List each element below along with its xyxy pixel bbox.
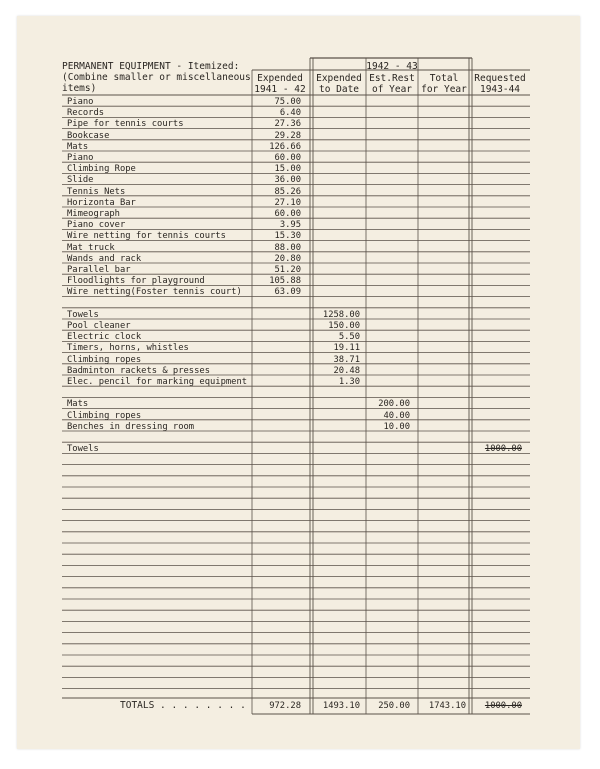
row-item-label: Wands and rack (67, 253, 142, 264)
total-est-rest: 250.00 (378, 701, 410, 711)
row-item-label: Elec. pencil for marking equipment (67, 377, 248, 387)
row-item-label: Tennis Nets (67, 186, 126, 197)
row-c2-value: 1.30 (338, 377, 360, 387)
row-item-label: Towels (67, 444, 99, 455)
row-item-label: Wire netting for tennis courts (67, 231, 226, 242)
row-c5-value: 1000.00 (484, 444, 522, 455)
row-item-label: Badminton rackets & presses (67, 365, 210, 376)
row-item-label: Floodlights for playground (67, 276, 205, 287)
row-item-label: Pipe for tennis courts (67, 119, 184, 130)
row-item-label: Climbing ropes (67, 354, 142, 365)
row-item-label: Climbing Rope (67, 164, 136, 175)
row-c2-value: 19.11 (333, 343, 360, 354)
row-item-label: Mats (67, 141, 89, 152)
row-c3-value: 10.00 (383, 421, 410, 432)
row-c1-value: 20.80 (274, 253, 301, 264)
row-item-label: Mats (67, 399, 89, 410)
form-title: PERMANENT EQUIPMENT - Itemized: (62, 61, 240, 72)
row-c1-value: 6.40 (279, 108, 301, 119)
row-c1-value: 60.00 (274, 153, 301, 163)
row-item-label: Slide (67, 175, 94, 186)
row-item-label: Bookcase (67, 130, 110, 141)
col-requested-header: Requested (474, 73, 526, 84)
row-item-label: Records (67, 108, 105, 119)
row-item-label: Towels (67, 309, 99, 320)
row-c1-value: 60.00 (274, 209, 301, 219)
row-item-label: Pool cleaner (67, 321, 131, 331)
row-c1-value: 51.20 (274, 265, 301, 275)
row-item-label: Piano (67, 97, 94, 107)
row-item-label: Wire netting(Foster tennis court) (67, 287, 242, 298)
total-requested: 1000.00 (484, 701, 522, 711)
row-item-label: Mat truck (67, 242, 115, 253)
row-item-label: Electric clock (67, 332, 142, 343)
row-c1-value: 3.95 (279, 220, 301, 231)
row-c1-value: 27.36 (274, 119, 301, 130)
row-c3-value: 200.00 (378, 399, 410, 410)
row-item-label: Benches in dressing room (67, 421, 195, 432)
col-est-rest-header: Est.Rest (369, 73, 415, 84)
col-expended-to-date-header: Expended (316, 73, 362, 84)
row-c1-value: 63.09 (274, 287, 301, 298)
total-for-year: 1743.10 (428, 701, 466, 711)
form-subtitle-cont: items) (62, 83, 97, 94)
row-c1-value: 15.00 (274, 164, 301, 175)
row-item-label: Climbing ropes (67, 410, 142, 421)
row-item-label: Horizonta Bar (67, 197, 136, 208)
col-expended-prev-header: Expended (257, 73, 303, 84)
col-requested-year: 1943-44 (479, 84, 521, 95)
form-subtitle: (Combine smaller or miscellaneous (62, 72, 251, 83)
row-item-label: Piano (67, 153, 94, 163)
row-item-label: Mimeograph (67, 209, 120, 219)
col-expended-prev-year: 1941 - 42 (254, 84, 306, 95)
row-c2-value: 1258.00 (322, 309, 360, 320)
row-c2-value: 38.71 (333, 354, 360, 365)
row-c1-value: 27.10 (274, 197, 301, 208)
row-c1-value: 88.00 (274, 242, 301, 253)
col-est-rest-sub: of Year (371, 84, 413, 95)
col-total-header: Total (429, 73, 459, 84)
row-c1-value: 75.00 (274, 97, 301, 107)
row-c2-value: 150.00 (328, 321, 360, 331)
row-c1-value: 29.28 (274, 130, 301, 141)
year-group-header: 1942 - 43 (366, 61, 418, 72)
row-c2-value: 20.48 (333, 365, 360, 376)
row-c1-value: 15.30 (274, 231, 301, 242)
total-expended-prev: 972.28 (269, 701, 301, 711)
col-expended-to-date-sub: to Date (318, 84, 360, 95)
row-item-label: Piano cover (67, 220, 126, 231)
total-expended-to-date: 1493.10 (322, 701, 360, 711)
row-c2-value: 5.50 (338, 332, 360, 343)
row-c1-value: 105.88 (269, 276, 301, 287)
row-c1-value: 85.26 (274, 186, 301, 197)
totals-label: TOTALS . . . . . . . . (120, 700, 246, 711)
row-item-label: Timers, horns, whistles (67, 343, 189, 354)
row-c1-value: 126.66 (269, 141, 301, 152)
row-c1-value: 36.00 (274, 175, 301, 186)
col-total-sub: for Year (421, 84, 467, 95)
row-c3-value: 40.00 (383, 410, 410, 421)
row-item-label: Parallel bar (67, 265, 131, 275)
